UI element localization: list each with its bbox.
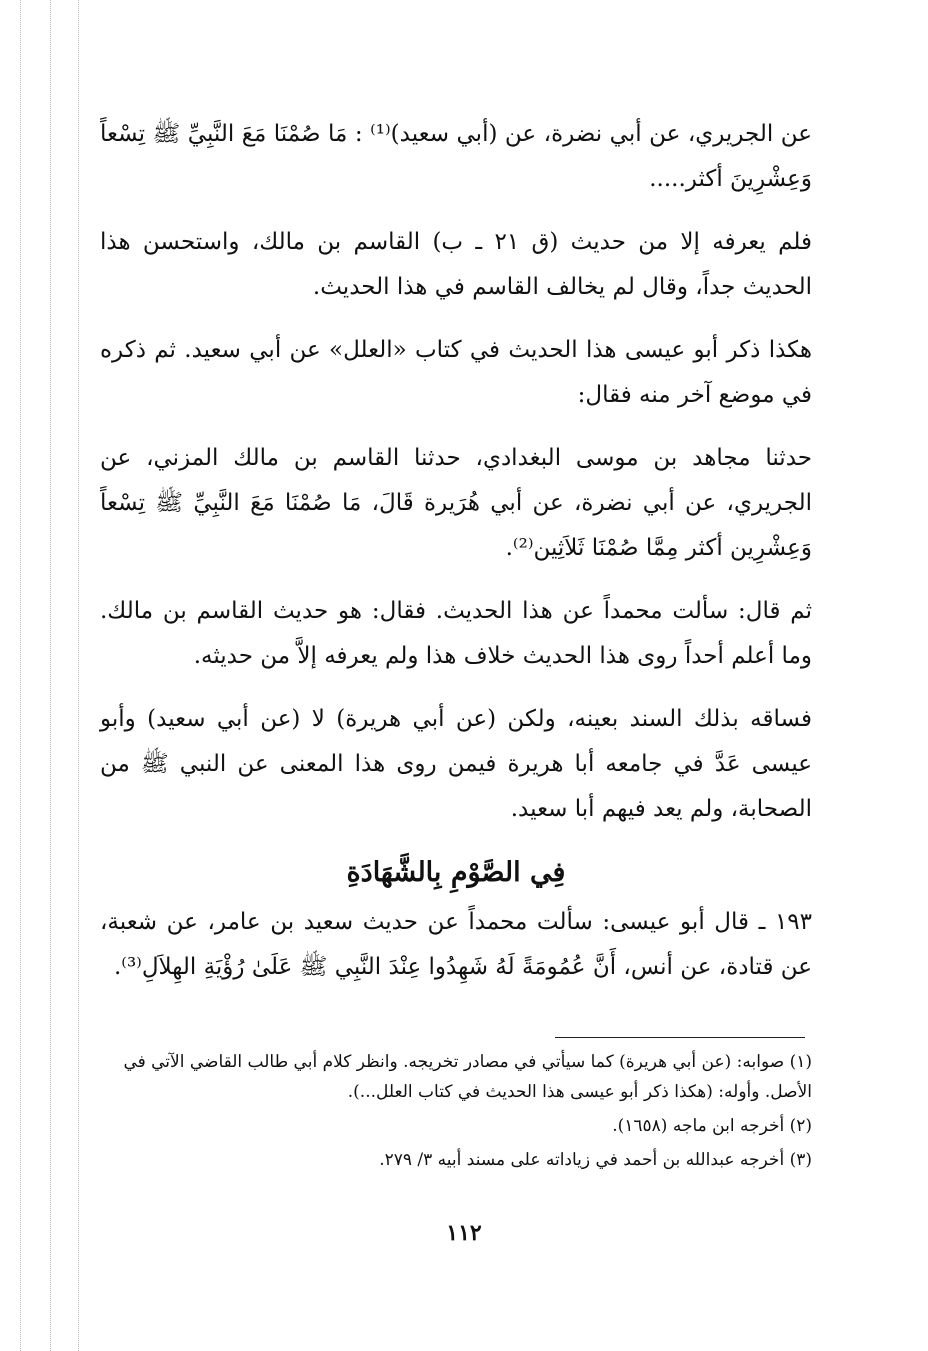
scan-edge-line [50, 0, 51, 1351]
footnote-divider [555, 1037, 805, 1038]
scan-edge-line [78, 0, 79, 1351]
footnote-3: (٣) أخرجه عبدالله بن أحمد في زياداته على مسند أبيه ٣/ ٢٧٩. [379, 1150, 812, 1170]
scan-edge-line [20, 0, 21, 1351]
footnote-2: (٢) أخرجه ابن ماجه (١٦٥٨). [612, 1116, 812, 1136]
page-number: ١١٢ [446, 1220, 482, 1246]
paragraph-hadith-193: ١٩٣ ـ قال أبو عيسى: سألت محمداً عن حديث سعيد بن عامر، عن شعبة، عن قتادة، عن أنس، أَنَّ عُمُومَةً لَهُ شَهِدُوا عِنْدَ النَّبِي ﷺ عَلَىٰ رُؤْيَةِ الهِلاَلِ⁽³⁾. [100, 909, 812, 980]
paragraph-3: هكذا ذكر أبو عيسى هذا الحديث في كتاب «العلل» عن أبي سعيد. ثم ذكره في موضع آخر منه فقال: [100, 337, 812, 408]
paragraph-4: حدثنا مجاهد بن موسى البغدادي، حدثنا القاسم بن مالك المزني، عن الجريري، عن أبي نضرة، عن أبي هُرَيرة قَالَ، مَا صُمْنَا مَعَ النَّبِيِّ ﷺ تِسْعاً وَعِشْرِين أكثر مِمَّا صُمْنَا ثَلاَثِين⁽²⁾. [100, 445, 812, 561]
paragraph-5: ثم قال: سألت محمداً عن هذا الحديث. فقال: هو حديث القاسم بن مالك. وما أعلم أحداً روى هذا الحديث خلاف هذا ولم يعرفه إلاَّ من حديثه. [100, 598, 812, 669]
main-text [100, 112, 812, 1008]
paragraph-6: فساقه بذلك السند بعينه، ولكن (عن أبي هريرة) لا (عن أبي سعيد) وأبو عيسى عَدَّ في جامعه أبا هريرة فيمن روى هذا المعنى عن النبي ﷺ من الصحابة، ولم يعد فيهم أبا سعيد. [100, 706, 812, 822]
paragraph-2: فلم يعرفه إلا من حديث (ق ٢١ ـ ب) القاسم بن مالك، واستحسن هذا الحديث جداً، وقال لم يخالف القاسم في هذا الحديث. [100, 229, 813, 300]
footnote-1: (١) صوابه: (عن أبي هريرة) كما سيأتي في مصادر تخريجه. وانظر كلام أبي طالب القاضي الآتي في الأصل. وأوله: (هكذا ذكر أبو عيسى هذا الحديث في كتاب العلل...). [123, 1052, 812, 1102]
footnotes [100, 1047, 812, 1179]
paragraph-1: عن الجريري، عن أبي نضرة، عن (أبي سعيد)⁽¹⁾ : مَا صُمْنَا مَعَ النَّبِيِّ ﷺ تِسْعاً وَعِشْرِينَ أكثر..... [100, 121, 812, 192]
section-heading: فِي الصَّوْمِ بِالشَّهَادَةِ [346, 857, 566, 888]
